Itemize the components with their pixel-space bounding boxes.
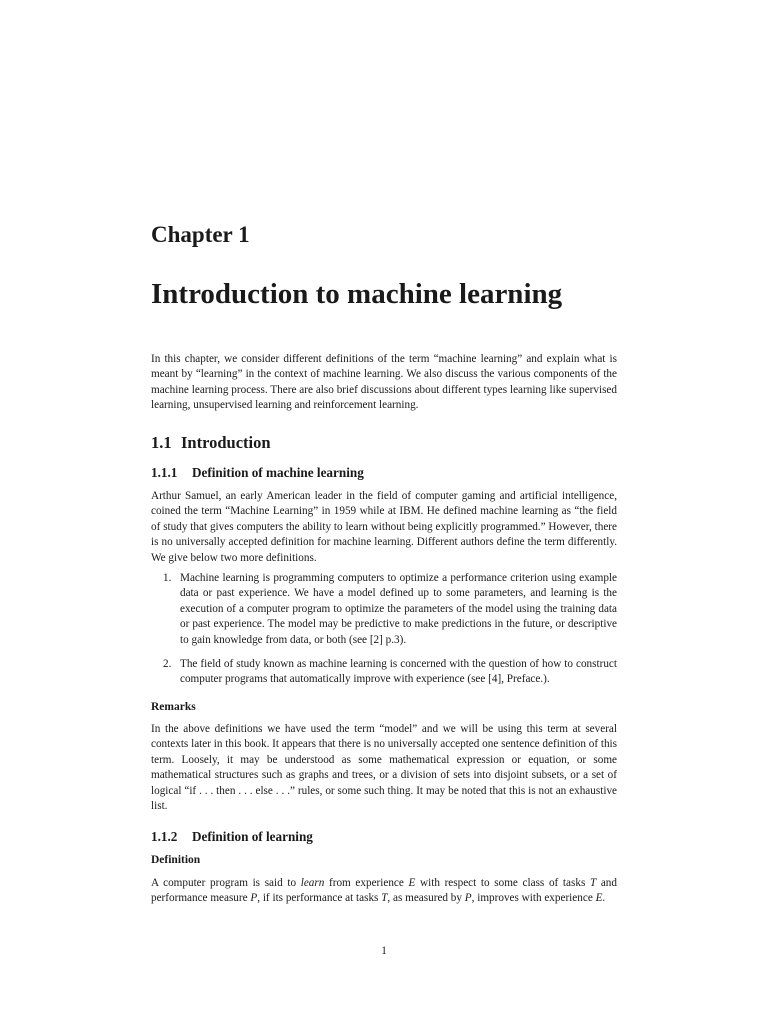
remarks-heading: Remarks — [151, 701, 196, 713]
definition-heading: Definition — [151, 854, 201, 866]
variable-e: E — [595, 892, 603, 905]
variable-p: P — [464, 892, 472, 905]
subsection-number-2: 1.1.2 — [151, 829, 178, 844]
definitions-list — [151, 571, 617, 697]
variable-t: T — [589, 877, 597, 889]
section-title: Introduction — [181, 433, 271, 452]
subsection-heading-2 — [151, 829, 313, 845]
learn-emphasis: learn — [300, 877, 325, 889]
definition-learning-paragraph: A computer program is said to learn from experience E with respect to some class of tasks T and performance measure P, if its performance at tasks T, as measured by P, improves with experience E. — [151, 877, 617, 905]
chapter-intro-paragraph: In this chapter, we consider different definitions of the term “machine learning” and explain what is meant by “learning” in the context of machine learning. We also discuss the various components of the machine learning process. There are also brief discussions about different types learning like supervised learning, unsupervised learning and reinforcement learning. — [151, 353, 617, 412]
remarks-paragraph: In the above definitions we have used the term “model” and we will be using this term at several contexts later in this book. It appears that there is no universally accepted one sentence definition of this term. Loosely, it may be understood as some mathematical expression or equation, or some mathematical structures such as graphs and trees, or a division of sets into disjoint subsets, or a set of logical “if . . . then . . . else . . .” rules, or some such thing. It may be noted that this is not an exhaustive list. — [151, 723, 618, 813]
list-item-marker: 1. — [163, 572, 172, 584]
list-item — [151, 657, 617, 688]
chapter-title: Introduction to machine learning — [151, 278, 563, 310]
list-item-marker: 2. — [163, 658, 172, 671]
page-number: 1 — [381, 945, 387, 957]
subsection-number-1: 1.1.1 — [151, 465, 178, 480]
variable-t: T — [381, 892, 388, 905]
definition-ml-paragraph: Arthur Samuel, an early American leader in the field of computer gaming and artificial intelligence, coined the term “Machine Learning” in 1959 while at IBM. He defined machine learning as “the field of study that gives computers the ability to learn without being explicitly programmed.” However, there is no universally accepted definition for machine learning. Different authors define the term differently. We give below two more definitions. — [151, 490, 617, 564]
variable-e: E — [408, 877, 416, 889]
subsection-title-2: Definition of learning — [192, 829, 313, 844]
subsection-title-1: Definition of machine learning — [192, 465, 364, 480]
chapter-label: Chapter 1 — [151, 222, 250, 247]
section-number: 1.1 — [151, 433, 172, 452]
variable-p: P — [250, 892, 258, 905]
list-item-text: Machine learning is programming computers to optimize a performance criterion using example data or past experience. We have a model defined up to some parameters, and learning is the execution of a computer program to optimize the parameters of the model using the training data or past experience. The model may be predictive to make predictions in the future, or descriptive to gain knowledge from data, or both (see [2] p.3). — [180, 572, 617, 646]
section-heading — [151, 433, 271, 453]
list-item — [151, 571, 617, 648]
list-item-text: The field of study known as machine learning is concerned with the question of how to construct computer programs that automatically improve with experience (see [4], Preface.). — [180, 658, 617, 686]
subsection-heading-1 — [151, 465, 364, 481]
